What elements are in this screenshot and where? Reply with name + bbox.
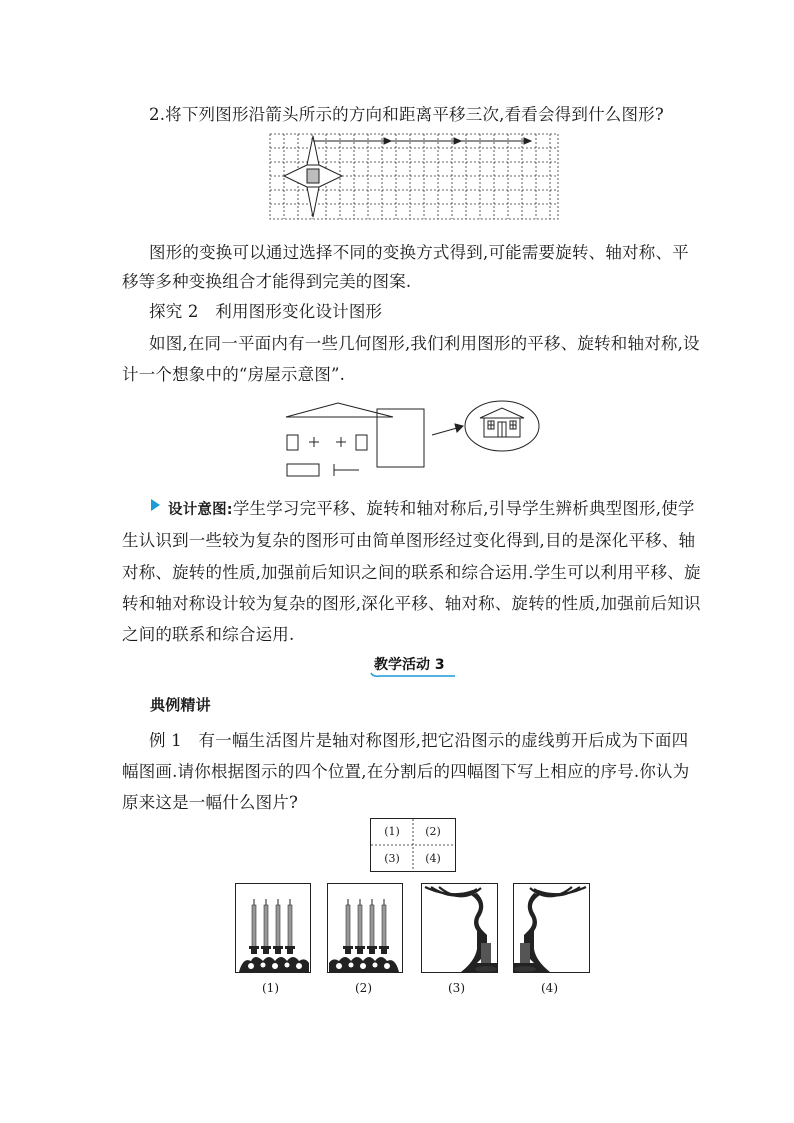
- design-intent-line-2: 生认识到一些较为复杂的图形可由简单图形经过变化得到,目的是深化平移、轴: [122, 531, 696, 550]
- small-square-left: [287, 435, 298, 450]
- design-intent-line-3: 对称、旋转的性质,加强前后知识之间的联系和综合运用.学生可以利用平移、旋: [122, 563, 701, 582]
- transform-paragraph-line-1: 图形的变换可以通过选择不同的变换方式得到,可能需要旋转、轴对称、平: [149, 243, 689, 262]
- house-paragraph-line-1: 如图,在同一平面内有一些几何图形,我们利用图形的平移、旋转和轴对称,设: [149, 334, 700, 353]
- house-components-figure: [283, 400, 545, 480]
- picture-2-candles: [327, 883, 403, 973]
- grid-label-1: (1): [384, 825, 400, 838]
- activity-title: 教学活动 3: [374, 657, 445, 673]
- caption-1: (1): [262, 981, 279, 995]
- small-rectangle: [287, 464, 319, 476]
- caption-2: (2): [355, 981, 372, 995]
- activity-title-underline: [369, 671, 457, 679]
- caption-3: (3): [448, 981, 465, 995]
- design-intent-label: 设计意图:: [168, 502, 233, 518]
- example-1-line-3: 原来这是一幅什么图片?: [122, 793, 299, 812]
- picture-4-candelabra-base: [513, 883, 590, 973]
- example-1-line-2: 幅图画.请你根据图示的四个位置,在分割后的四幅图下写上相应的序号.你认为: [122, 762, 690, 781]
- examples-heading: 典例精讲: [150, 696, 211, 714]
- design-intent-line-1: [168, 495, 695, 519]
- large-rectangle: [377, 409, 424, 467]
- example-1-line-1: 例 1 有一幅生活图片是轴对称图形,把它沿图示的虚线剪开后成为下面四: [149, 731, 689, 750]
- design-intent-marker-icon: [151, 499, 161, 511]
- small-square-right: [356, 435, 367, 450]
- transform-paragraph-line-2: 移等多种变换组合才能得到完美的图案.: [122, 272, 412, 291]
- explore-2-title: 探究 2 利用图形变化设计图形: [149, 302, 383, 321]
- house-paragraph-line-2: 计一个想象中的“房屋示意图”.: [122, 365, 346, 384]
- grid-label-4: (4): [425, 852, 441, 865]
- design-intent-text-1: 学生学习完平移、旋转和轴对称后,引导学生辨析典型图形,使学: [232, 499, 695, 518]
- design-intent-line-5: 之间的联系和综合运用.: [122, 625, 295, 644]
- translation-grid-figure: [270, 133, 560, 221]
- translation-arrows: [313, 138, 531, 144]
- design-intent-line-4: 转和轴对称设计较为复杂的图形,深化平移、轴对称、旋转的性质,加强前后知识: [122, 594, 701, 613]
- question-2-text: 2.将下列图形沿箭头所示的方向和距离平移三次,看看会得到什么图形?: [149, 105, 664, 124]
- caption-4: (4): [541, 981, 558, 995]
- picture-1-candles: [235, 883, 311, 973]
- grid-label-3: (3): [384, 852, 400, 865]
- grid-label-2: (2): [425, 825, 441, 838]
- picture-3-candelabra-base: [421, 883, 498, 973]
- star-shape: [284, 136, 342, 217]
